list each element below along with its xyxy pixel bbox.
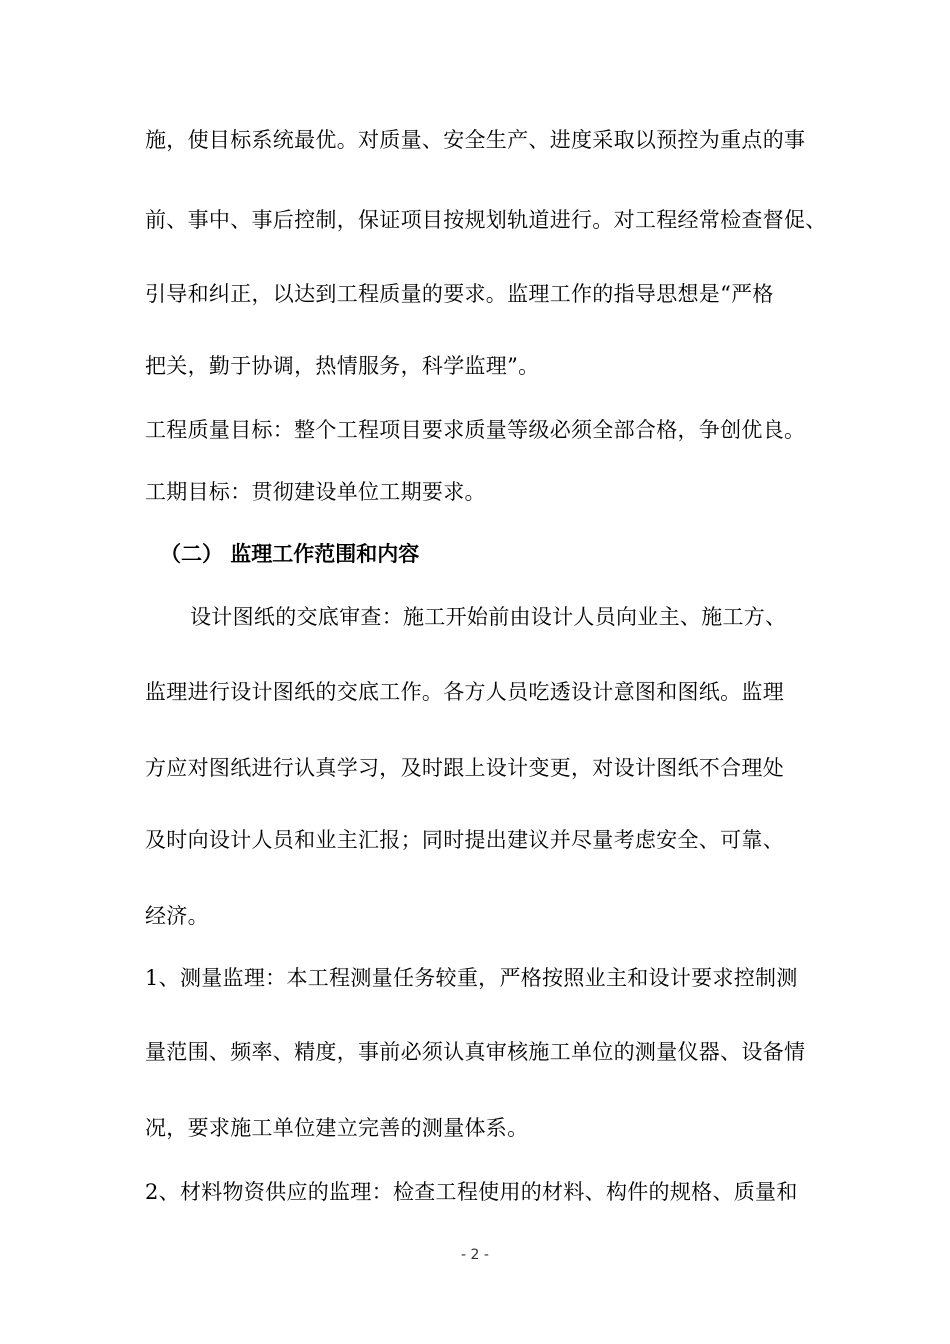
- text-line: 前、事中、事后控制，保证项目按规划轨道进行。对工程经常检查督促、: [145, 208, 827, 232]
- page-number: - 2 -: [461, 1247, 489, 1263]
- text-line: 量范围、频率、精度，事前必须认真审核施工单位的测量仪器、设备情: [145, 1040, 806, 1064]
- text-line: 2、材料物资供应的监理：检查工程使用的材料、构件的规格、质量和: [145, 1180, 798, 1204]
- text-line: 施，使目标系统最优。对质量、安全生产、进度采取以预控为重点的事: [145, 128, 806, 152]
- text-line: 把关，勤于协调，热情服务，科学监理”。: [145, 354, 540, 378]
- text-line: 1、测量监理：本工程测量任务较重，严格按照业主和设计要求控制测: [145, 966, 798, 990]
- section-heading: （二） 监理工作范围和内容: [160, 542, 420, 566]
- text-line: 工程质量目标：整个工程项目要求质量等级必须全部合格，争创优良。: [145, 418, 806, 442]
- text-line: 及时向设计人员和业主汇报；同时提出建议并尽量考虑安全、可靠、: [145, 828, 784, 852]
- text-line: 引导和纠正，以达到工程质量的要求。监理工作的指导思想是“严格: [145, 282, 774, 306]
- text-line: 监理进行设计图纸的交底工作。各方人员吃透设计意图和图纸。监理: [145, 680, 784, 704]
- text-line: 方应对图纸进行认真学习，及时跟上设计变更，对设计图纸不合理处: [145, 756, 784, 780]
- text-line: 设计图纸的交底审查：施工开始前由设计人员向业主、施工方、: [190, 605, 787, 629]
- text-line: 况，要求施工单位建立完善的测量体系。: [145, 1116, 529, 1140]
- text-line: 工期目标：贯彻建设单位工期要求。: [145, 480, 486, 504]
- text-line: 经济。: [145, 904, 209, 928]
